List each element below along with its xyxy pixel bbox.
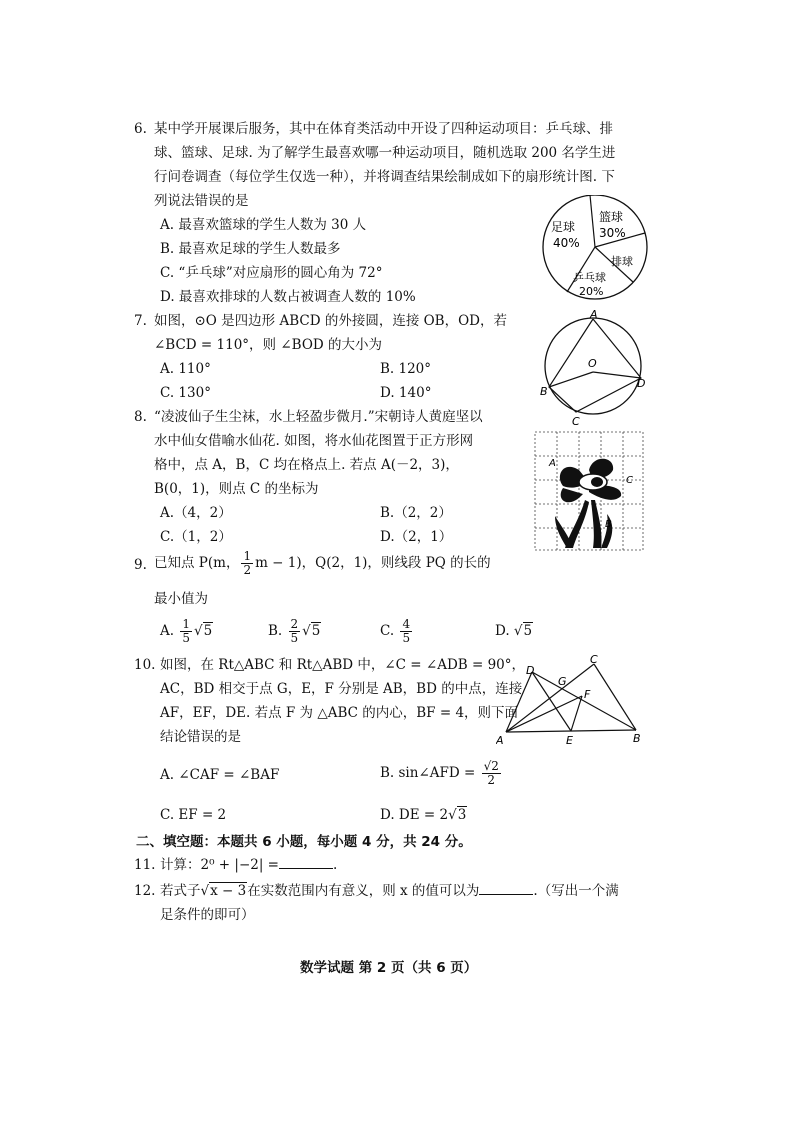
- label-c: C: [626, 475, 633, 486]
- q7-number: 7.: [134, 313, 147, 329]
- q9-frac-den: 2: [243, 563, 252, 577]
- q9-b-label: B.: [268, 623, 283, 639]
- section-heading-fill-blank: 二、填空题：本题共 6 小题，每小题 4 分，共 24 分。: [136, 834, 472, 850]
- q7-option-b: B. 120°: [380, 361, 432, 377]
- q6-pie-chart: [535, 195, 655, 305]
- q6-line3: 行问卷调查（每位学生仅选一种），并将调查结果绘制成如下的扇形统计图. 下: [154, 169, 615, 185]
- pie-divider-top: [590, 195, 595, 247]
- q11-answer-blank[interactable]: [279, 856, 333, 869]
- q9-b-num: 2: [290, 617, 299, 631]
- daffodil-flower: [555, 459, 621, 548]
- q12-pre-text: 若式子: [160, 883, 201, 899]
- q9-c-num: 4: [402, 617, 411, 631]
- q9-a-label: A.: [160, 623, 175, 639]
- q9-b-fraction: [289, 618, 301, 645]
- label-c: C: [590, 653, 598, 666]
- pie-label-zuqiu: 足球: [551, 220, 576, 234]
- q8-line3: 格中，点 A，B，C 均在格点上. 若点 A(－2，3)，: [154, 457, 459, 473]
- q9-pre-text: 已知点 P(m，: [154, 555, 240, 571]
- q8-daffodil-grid: [533, 430, 645, 552]
- pie-label-paiqiu: 排球: [611, 255, 633, 268]
- q10-triangle-diagram: [496, 652, 646, 748]
- q8-option-c: C.（1，2）: [160, 529, 232, 545]
- q7-option-d: D. 140°: [380, 385, 432, 401]
- segment-od: [593, 372, 641, 378]
- q6-option-c: C. “乒乓球”对应扇形的圆心角为 72°: [160, 265, 383, 281]
- q11-pre-text: 计算：2⁰ + |−2| =: [160, 857, 279, 873]
- q9-number: 9.: [134, 557, 147, 573]
- q8-number: 8.: [134, 409, 147, 425]
- label-a: A: [549, 458, 556, 469]
- q8-line4: B(0，1)，则点 C 的坐标为: [154, 481, 319, 497]
- q9-c-den: 5: [402, 631, 411, 645]
- q11-number: 11.: [134, 857, 156, 873]
- q7-circle-diagram: [538, 308, 648, 428]
- q12-answer-blank[interactable]: [479, 882, 533, 895]
- q8-option-a: A.（4，2）: [160, 505, 232, 521]
- q8-option-d: D.（2，1）: [380, 529, 453, 545]
- q10-line2: AC，BD 相交于点 G，E，F 分别是 AB，BD 的中点，连接: [160, 681, 523, 697]
- label-a: A: [590, 308, 598, 321]
- q6-number: 6.: [134, 121, 147, 137]
- q10-b-fraction: [482, 760, 501, 787]
- q9-frac-num: 1: [243, 549, 252, 563]
- label-b: B: [633, 732, 641, 745]
- pie-label-lanqiu: 篮球: [599, 210, 624, 224]
- q9-option-d: D. √5: [495, 623, 533, 639]
- q10-number: 10.: [134, 657, 156, 673]
- q8-line1: “凌波仙子生尘袜，水上轻盈步微月.”宋朝诗人黄庭坚以: [154, 409, 483, 425]
- q10-option-a: A. ∠CAF = ∠BAF: [160, 767, 280, 783]
- q11-line: [160, 856, 337, 874]
- q9-option-a: A. $\frac{1}{5}$ √5: [160, 617, 213, 645]
- q6-option-d: D. 最喜欢排球的人数占被调查人数的 10%: [160, 289, 416, 305]
- q7-line1: 如图，⊙O 是四边形 ABCD 的外接圆，连接 OB，OD，若: [154, 313, 507, 329]
- q9-a-num: 1: [182, 617, 190, 631]
- q8-line2: 水中仙女借喻水仙花. 如图，将水仙花图置于正方形网: [154, 433, 474, 449]
- q12-line2: 足条件的即可）: [160, 907, 255, 923]
- label-o: O: [588, 357, 597, 370]
- q9-line2: 最小值为: [154, 591, 208, 607]
- pie-pct-pingpang: 20%: [579, 285, 604, 298]
- q9-fraction: [241, 550, 253, 577]
- label-d: D: [637, 377, 646, 390]
- label-a: A: [496, 734, 504, 747]
- label-b: B: [540, 385, 548, 398]
- q10-line4: 结论错误的是: [160, 729, 241, 745]
- q10-line3: AF，EF，DE. 若点 F 为 △ABC 的内心，BF = 4，则下面: [160, 705, 519, 721]
- q6-option-a: A. 最喜欢篮球的学生人数为 30 人: [160, 217, 367, 233]
- q12-radicand: x − 3: [210, 883, 247, 899]
- q9-d-radicand: 5: [523, 623, 533, 639]
- q10-d-pre: D. DE = 2: [380, 807, 449, 823]
- q9-post-text: m − 1)，Q(2，1)，则线段 PQ 的长的: [255, 555, 491, 571]
- q9-d-label: D.: [495, 623, 510, 639]
- q10-option-b: [380, 756, 503, 790]
- q9-a-fraction: [180, 618, 192, 645]
- q9-a-den: 5: [182, 631, 190, 645]
- label-b: B: [605, 519, 612, 530]
- q6-line4: 列说法错误的是: [154, 193, 249, 209]
- pie-pct-zuqiu: 40%: [553, 236, 580, 250]
- pie-pct-lanqiu: 30%: [599, 226, 626, 240]
- q9-line1: [154, 548, 491, 578]
- q9-option-c: [380, 616, 414, 646]
- label-f: F: [584, 688, 591, 701]
- label-e: E: [566, 734, 573, 747]
- q12-mid-text: 在实数范围内有意义，则 x 的值可以为: [247, 883, 480, 899]
- q7-option-c: C. 130°: [160, 385, 211, 401]
- q7-option-a: A. 110°: [160, 361, 211, 377]
- q7-line2: ∠BCD = 110°，则 ∠BOD 的大小为: [154, 337, 383, 353]
- q12-number: 12.: [134, 883, 156, 899]
- segment-ob: [549, 372, 593, 387]
- pie-label-pingpang: 乒乓球: [573, 271, 606, 284]
- q9-option-b: B. $\frac{2}{5}$ √5: [268, 617, 321, 645]
- q6-line1: 某中学开展课后服务，其中在体育类活动中开设了四种运动项目：乒乓球、排: [154, 121, 613, 137]
- q6-line2: 球、篮球、足球. 为了解学生最喜欢哪一种运动项目，随机选取 200 名学生进: [154, 145, 616, 161]
- q10-b-den: 2: [487, 773, 496, 787]
- q9-c-label: C.: [380, 623, 395, 639]
- q12-line1: 若式子√x − 3在实数范围内有意义，则 x 的值可以为 .（写出一个满: [160, 883, 619, 899]
- q12-post-text: .（写出一个满: [533, 883, 619, 899]
- q10-d-radicand: 3: [457, 807, 467, 823]
- q9-b-den: 5: [290, 631, 299, 645]
- q10-option-d: D. DE = 2√3: [380, 807, 467, 823]
- q9-a-radicand: 5: [203, 623, 213, 639]
- q11-post-text: .: [333, 857, 338, 873]
- q9-b-radicand: 5: [311, 623, 321, 639]
- q10-b-num: √2: [483, 759, 499, 773]
- label-c: C: [572, 415, 580, 428]
- q10-option-c: C. EF = 2: [160, 807, 227, 823]
- label-g: G: [558, 675, 567, 688]
- q10-line1: 如图，在 Rt△ABC 和 Rt△ABD 中，∠C = ∠ADB = 90°，: [160, 657, 526, 673]
- q6-option-b: B. 最喜欢足球的学生人数最多: [160, 241, 341, 257]
- page-footer: 数学试题 第 2 页（共 6 页）: [300, 960, 478, 976]
- label-d: D: [526, 664, 535, 677]
- q9-c-fraction: [400, 618, 412, 645]
- q8-option-b: B.（2，2）: [380, 505, 452, 521]
- q10-b-pre: B. sin∠AFD =: [380, 765, 476, 781]
